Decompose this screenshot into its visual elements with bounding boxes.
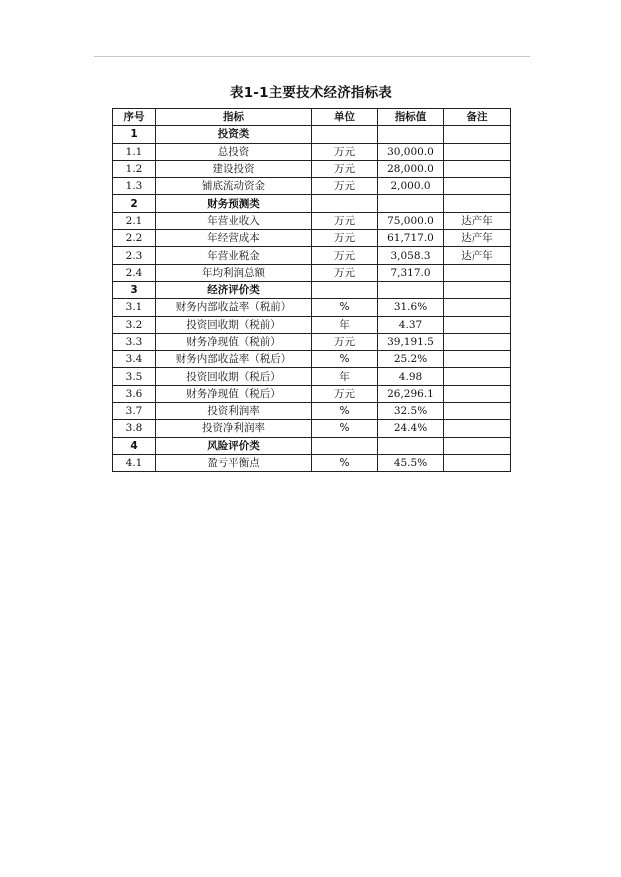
row-indicator-cell: 投资类 bbox=[156, 126, 312, 143]
column-header-remark: 备注 bbox=[444, 109, 511, 126]
row-seq-cell: 1.1 bbox=[113, 143, 156, 160]
page-header-rule bbox=[94, 56, 530, 57]
row-seq-cell: 4 bbox=[113, 437, 156, 454]
row-remark-cell bbox=[444, 178, 511, 195]
row-indicator-cell: 经济评价类 bbox=[156, 281, 312, 298]
row-value-cell: 45.5% bbox=[378, 454, 444, 471]
row-value-cell: 24.4% bbox=[378, 420, 444, 437]
row-unit-cell: 万元 bbox=[312, 333, 378, 350]
table-title: 表1-1主要技术经济指标表 bbox=[230, 85, 392, 101]
row-value-cell bbox=[378, 195, 444, 212]
row-indicator-cell: 年均利润总额 bbox=[156, 264, 312, 281]
row-remark-cell bbox=[444, 420, 511, 437]
row-remark-cell bbox=[444, 368, 511, 385]
row-remark-cell bbox=[444, 126, 511, 143]
row-indicator-cell: 总投资 bbox=[156, 143, 312, 160]
table-row bbox=[113, 143, 511, 160]
row-value-cell: 61,717.0 bbox=[378, 230, 444, 247]
row-seq-cell: 3.2 bbox=[113, 316, 156, 333]
row-unit-cell bbox=[312, 195, 378, 212]
row-value-cell: 39,191.5 bbox=[378, 333, 444, 350]
row-remark-cell: 达产年 bbox=[444, 230, 511, 247]
table-row bbox=[113, 212, 511, 229]
category-row bbox=[113, 195, 511, 212]
row-value-cell: 32.5% bbox=[378, 403, 444, 420]
table-row bbox=[113, 299, 511, 316]
table-header-row bbox=[113, 109, 511, 126]
row-remark-cell bbox=[444, 403, 511, 420]
row-remark-cell bbox=[444, 333, 511, 350]
column-header-value: 指标值 bbox=[378, 109, 444, 126]
row-indicator-cell: 财务内部收益率（税后） bbox=[156, 351, 312, 368]
row-value-cell: 4.98 bbox=[378, 368, 444, 385]
row-remark-cell: 达产年 bbox=[444, 247, 511, 264]
table-row bbox=[113, 316, 511, 333]
category-row bbox=[113, 126, 511, 143]
row-indicator-cell: 财务内部收益率（税前） bbox=[156, 299, 312, 316]
row-value-cell bbox=[378, 437, 444, 454]
table-row bbox=[113, 420, 511, 437]
row-value-cell: 75,000.0 bbox=[378, 212, 444, 229]
row-seq-cell: 3.8 bbox=[113, 420, 156, 437]
row-seq-cell: 2.3 bbox=[113, 247, 156, 264]
row-indicator-cell: 投资净利润率 bbox=[156, 420, 312, 437]
table-row bbox=[113, 333, 511, 350]
row-indicator-cell: 铺底流动资金 bbox=[156, 178, 312, 195]
category-row bbox=[113, 281, 511, 298]
row-unit-cell: 年 bbox=[312, 316, 378, 333]
row-seq-cell: 3.7 bbox=[113, 403, 156, 420]
row-seq-cell: 3.6 bbox=[113, 385, 156, 402]
row-unit-cell: % bbox=[312, 299, 378, 316]
row-unit-cell: 年 bbox=[312, 368, 378, 385]
row-unit-cell: 万元 bbox=[312, 178, 378, 195]
row-seq-cell: 2 bbox=[113, 195, 156, 212]
row-unit-cell: 万元 bbox=[312, 143, 378, 160]
table-row bbox=[113, 368, 511, 385]
table-row bbox=[113, 230, 511, 247]
row-value-cell: 2,000.0 bbox=[378, 178, 444, 195]
row-indicator-cell: 年经营成本 bbox=[156, 230, 312, 247]
row-indicator-cell: 投资利润率 bbox=[156, 403, 312, 420]
row-unit-cell: 万元 bbox=[312, 385, 378, 402]
row-unit-cell: % bbox=[312, 403, 378, 420]
row-indicator-cell: 建设投资 bbox=[156, 160, 312, 177]
row-remark-cell bbox=[444, 454, 511, 471]
row-seq-cell: 3.4 bbox=[113, 351, 156, 368]
table-row bbox=[113, 385, 511, 402]
row-seq-cell: 2.1 bbox=[113, 212, 156, 229]
row-seq-cell: 1.3 bbox=[113, 178, 156, 195]
row-indicator-cell: 风险评价类 bbox=[156, 437, 312, 454]
row-value-cell: 7,317.0 bbox=[378, 264, 444, 281]
row-seq-cell: 3.3 bbox=[113, 333, 156, 350]
row-value-cell: 28,000.0 bbox=[378, 160, 444, 177]
row-indicator-cell: 年营业收入 bbox=[156, 212, 312, 229]
row-remark-cell: 达产年 bbox=[444, 212, 511, 229]
row-remark-cell bbox=[444, 351, 511, 368]
row-value-cell: 30,000.0 bbox=[378, 143, 444, 160]
row-unit-cell bbox=[312, 437, 378, 454]
table-row bbox=[113, 264, 511, 281]
row-unit-cell: 万元 bbox=[312, 264, 378, 281]
row-unit-cell: % bbox=[312, 454, 378, 471]
row-remark-cell bbox=[444, 281, 511, 298]
category-row bbox=[113, 437, 511, 454]
row-unit-cell: % bbox=[312, 420, 378, 437]
row-value-cell bbox=[378, 126, 444, 143]
row-remark-cell bbox=[444, 160, 511, 177]
row-unit-cell: 万元 bbox=[312, 212, 378, 229]
row-value-cell: 3,058.3 bbox=[378, 247, 444, 264]
row-seq-cell: 1.2 bbox=[113, 160, 156, 177]
row-unit-cell: 万元 bbox=[312, 160, 378, 177]
row-value-cell: 25.2% bbox=[378, 351, 444, 368]
table-row bbox=[113, 454, 511, 471]
row-indicator-cell: 年营业税金 bbox=[156, 247, 312, 264]
row-value-cell bbox=[378, 281, 444, 298]
row-unit-cell bbox=[312, 281, 378, 298]
table-row bbox=[113, 178, 511, 195]
indicators-table bbox=[112, 108, 511, 472]
row-seq-cell: 3 bbox=[113, 281, 156, 298]
row-indicator-cell: 投资回收期（税前） bbox=[156, 316, 312, 333]
row-unit-cell: 万元 bbox=[312, 247, 378, 264]
row-remark-cell bbox=[444, 437, 511, 454]
table-body bbox=[113, 126, 511, 472]
row-unit-cell bbox=[312, 126, 378, 143]
row-indicator-cell: 财务净现值（税前） bbox=[156, 333, 312, 350]
row-seq-cell: 3.1 bbox=[113, 299, 156, 316]
row-indicator-cell: 盈亏平衡点 bbox=[156, 454, 312, 471]
row-seq-cell: 3.5 bbox=[113, 368, 156, 385]
row-unit-cell: 万元 bbox=[312, 230, 378, 247]
row-remark-cell bbox=[444, 316, 511, 333]
row-indicator-cell: 财务预测类 bbox=[156, 195, 312, 212]
row-remark-cell bbox=[444, 299, 511, 316]
row-seq-cell: 2.4 bbox=[113, 264, 156, 281]
row-indicator-cell: 投资回收期（税后） bbox=[156, 368, 312, 385]
row-seq-cell: 2.2 bbox=[113, 230, 156, 247]
row-value-cell: 26,296.1 bbox=[378, 385, 444, 402]
column-header-indicator: 指标 bbox=[156, 109, 312, 126]
row-remark-cell bbox=[444, 264, 511, 281]
table-row bbox=[113, 247, 511, 264]
table-row bbox=[113, 351, 511, 368]
row-value-cell: 4.37 bbox=[378, 316, 444, 333]
row-remark-cell bbox=[444, 143, 511, 160]
row-seq-cell: 1 bbox=[113, 126, 156, 143]
column-header-unit: 单位 bbox=[312, 109, 378, 126]
row-seq-cell: 4.1 bbox=[113, 454, 156, 471]
row-remark-cell bbox=[444, 385, 511, 402]
row-unit-cell: % bbox=[312, 351, 378, 368]
table-row bbox=[113, 160, 511, 177]
column-header-seq: 序号 bbox=[113, 109, 156, 126]
row-value-cell: 31.6% bbox=[378, 299, 444, 316]
row-indicator-cell: 财务净现值（税后） bbox=[156, 385, 312, 402]
row-remark-cell bbox=[444, 195, 511, 212]
table-row bbox=[113, 403, 511, 420]
